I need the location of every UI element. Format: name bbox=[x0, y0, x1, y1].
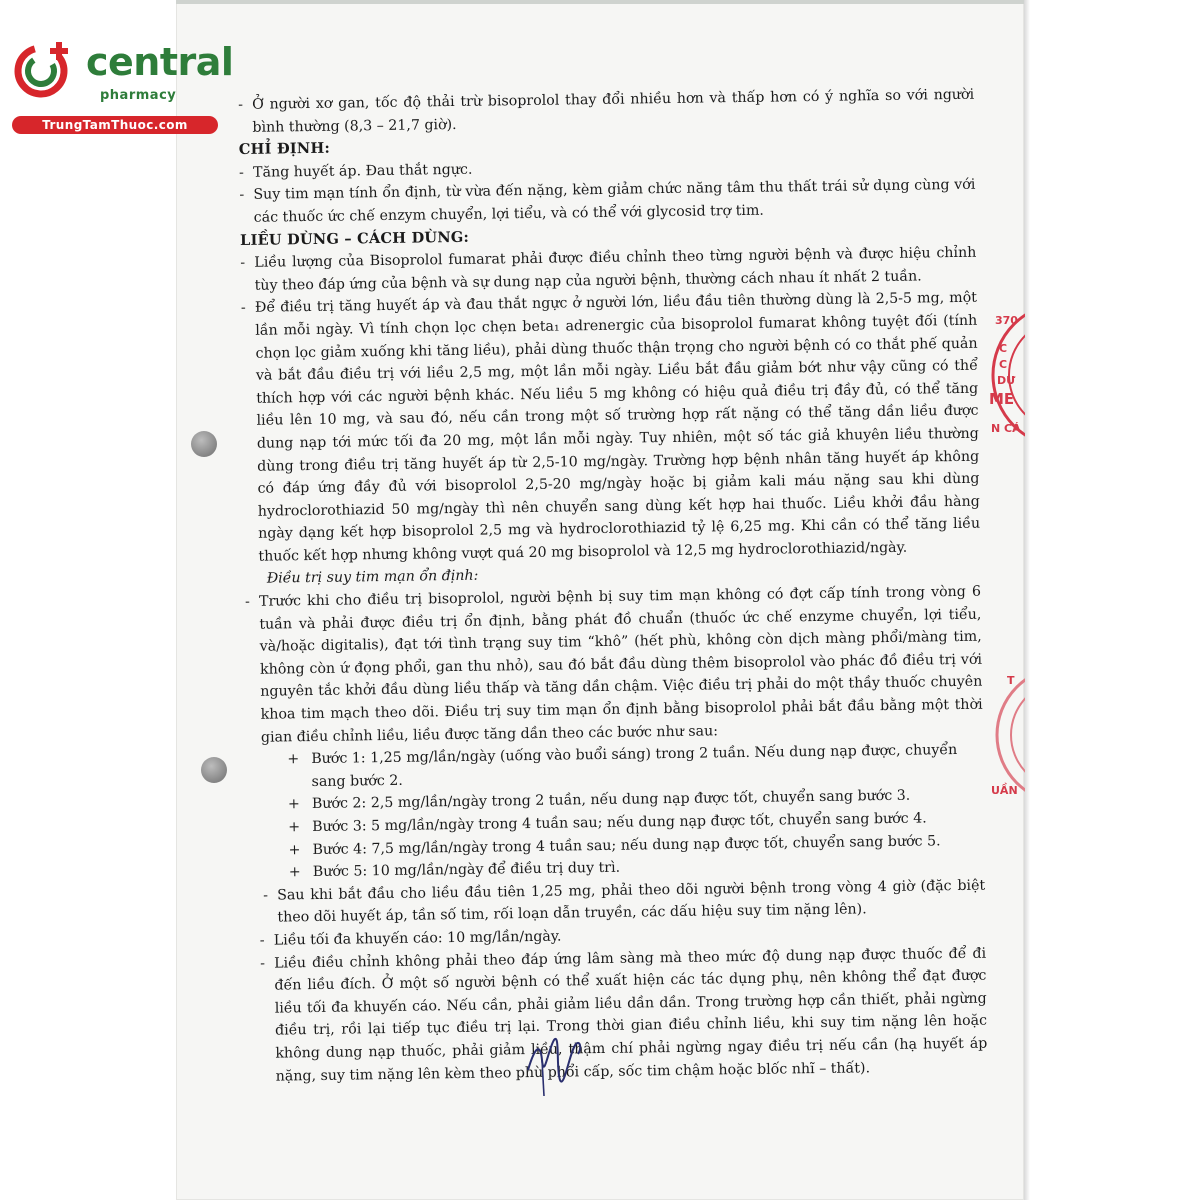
page-edge-shadow bbox=[1024, 0, 1030, 1200]
brand-name: central bbox=[86, 40, 234, 84]
dosage-2: Để điều trị tăng huyết áp và đau thắt ngực ở người lớn, liều đầu tiên thường dùng là 2,5-5 mg, một lần mỗi ngày. Vì tính chọn lọc chẹn beta₁ adrenergic của bisoprolol fumarat không tuyệt đối (tính chọn lọc giảm xuống khi tăng liều), phải dùng thuốc thận trọng cho người bệnh có co thắt phế quản và bắt đầu điều trị với liều 2,5 mg, một lần mỗi ngày. Liều bắt đầu giảm bớt như vậy cũng có thể thích hợp với các người bệnh khác. Nếu liều 5 mg không có hiệu quả điều trị đầy đủ, có thể tăng liều lên 10 mg, và sau đó, nếu cần trong một số trường hợp rất nặng có thể tăng dần liều được dung nạp tới mức tối đa 20 mg, một lần mỗi ngày. Tuy nhiên, một số tác giả khuyên liều thường dùng trong điều trị tăng huyết áp từ 2,5-10 mg/ngày. Trường hợp bệnh nhân tăng huyết áp không có đáp ứng đầy đủ với bisoprolol 2,5-20 mg/ngày hoặc bị giảm kali máu nặng sau khi dùng hydroclorothiazid 50 mg/ngày thì nên chuyển sang dùng kết hợp hai thuốc. Liều khởi đầu hàng ngày dạng kết hợp bisoprolol 2,5 mg và hydroclorothiazid tỷ lệ 6,25 mg. Khi cần có thể tăng liều thuốc kết hợp nhưng không vượt quá 20 mg bisoprolol và 12,5 mg hydroclorothiazid/ngày. bbox=[254, 290, 981, 565]
dosage-1: Liều lượng của Bisoprolol fumarat phải được điều chỉnh theo từng người bệnh và được hiệu chỉnh tùy theo đáp ứng của bệnh và sự dung nạp của người bệnh, thường cách nhau ít nhất 2 tuần. bbox=[254, 244, 977, 294]
step-text: Bước 2: 2,5 mg/lần/ngày trong 2 tuần, nếu dung nạp được tốt, chuyển sang bước 3. bbox=[311, 788, 911, 813]
dash-marker: - bbox=[244, 593, 251, 611]
heart-failure-4: Liều điều chỉnh không phải theo đáp ứng lâm sàng mà theo mức độ dung nạp được thuốc để đi đến liều đích. Ở một số người bệnh có thể xuất hiện các tác dụng phụ, nên không thể đạt được liều tối đa khuyến cáo. Nếu cần, phải giảm liều dần dần. Trong trường hợp cần thiết, phải ngừng điều trị, rồi lại tiếp tục điều trị lại. Trong thời gian điều chỉnh liều, khi suy tim nặng lên hoặc không dung nạp thuốc, phải giảm liều, thậm chí phải ngừng ngay điều trị nếu cần (hạ huyết áp nặng, suy tim nặng lên kèm theo phù phổi cấp, sốc tim chậm hoặc blốc nhĩ – thất). bbox=[274, 945, 988, 1085]
stamp-text: DƯ bbox=[997, 374, 1016, 387]
dash-marker: - bbox=[240, 255, 246, 272]
heading-indication: CHỈ ĐỊNH: bbox=[238, 139, 331, 159]
dash-marker: - bbox=[263, 887, 269, 904]
dash-marker: - bbox=[240, 300, 246, 317]
plus-marker: + bbox=[288, 841, 301, 858]
punch-hole bbox=[191, 431, 217, 457]
dash-marker: - bbox=[238, 164, 245, 181]
central-pharmacy-logo[interactable] bbox=[10, 36, 234, 136]
plus-marker: + bbox=[287, 751, 300, 768]
stamp-text: N CÁ bbox=[991, 422, 1021, 435]
red-stamp-top bbox=[985, 296, 1025, 454]
dash-marker: - bbox=[259, 932, 265, 949]
list-item bbox=[241, 287, 981, 568]
step-text: Bước 5: 10 mg/lần/ngày để điều trị duy trì. bbox=[312, 859, 621, 881]
indication-1: Tăng huyết áp. Đau thắt ngực. bbox=[252, 161, 473, 181]
stamp-text: C bbox=[999, 342, 1008, 355]
document-body bbox=[238, 84, 988, 1088]
stamp-text: 370 bbox=[995, 314, 1018, 327]
signature-icon bbox=[520, 1010, 600, 1100]
heart-failure-2: Sau khi bắt đầu cho liều đầu tiên 1,25 mg, phải theo dõi người bệnh trong vòng 4 giờ (đặc biệt theo dõi huyết áp, tần số tim, rối loạn dẫn truyền, các dấu hiệu suy tim nặng lên). bbox=[277, 877, 986, 926]
step-text: Bước 4: 7,5 mg/lần/ngày trong 4 tuần sau; nếu dung nạp được tốt, chuyển sang bước 5. bbox=[312, 832, 941, 858]
heart-failure-1: Trước khi cho điều trị bisoprolol, người bệnh bị suy tim mạn không có đợt cấp tính trong vòng 6 tuần và phải được điều trị ổn định, bằng phát đồ chuẩn (thuốc ức chế enzyme chuyển, lợi tiểu, và/hoặc digitalis), đạt tới tình trạng suy tim “khô” (hết phù, không còn dịch màng phổi/màng tim, không còn ứ đọng phổi, gan thu nhỏ), sau đó bắt đầu dùng thêm bisoprolol vào phác đồ điều trị với nguyên tắc khởi đầu dùng liều thấp và tăng dần chậm. Việc điều trị phải do một thầy thuốc chuyên khoa tim mạch theo dõi. Điều trị suy tim mạn ổn định bằng bisoprolol phải bắt đầu bằng một thời gian điều chỉnh liều, liều được tăng dần theo các bước như sau: bbox=[258, 583, 983, 746]
paragraph-cirrhosis: Ở người xơ gan, tốc độ thải trừ bisoprolol thay đổi nhiều hơn và thấp hơn có ý nghĩa so với người bình thường (8,3 – 21,7 giờ). bbox=[252, 86, 975, 136]
stamp-text: UẦN bbox=[991, 784, 1018, 797]
stamp-text: C bbox=[999, 358, 1008, 371]
stamp-text: T bbox=[1007, 674, 1015, 687]
stamp-text: ME bbox=[989, 390, 1015, 408]
dash-marker: - bbox=[238, 96, 244, 113]
indication-2: Suy tim mạn tính ổn định, từ vừa đến nặng, kèm giảm chức năng tâm thu thất trái sử dụng cùng với các thuốc ức chế enzym chuyển, lợi tiểu, và có thể với glycosid trợ tim. bbox=[253, 177, 976, 226]
list-item bbox=[260, 942, 988, 1088]
plus-marker: + bbox=[288, 819, 301, 836]
plus-marker: + bbox=[288, 864, 301, 881]
punch-hole bbox=[201, 757, 227, 783]
logo-mark-icon bbox=[12, 38, 74, 100]
list-item bbox=[245, 581, 983, 749]
brand-website[interactable]: TrungTamThuoc.com bbox=[12, 116, 218, 134]
subheading-heart-failure: Điều trị suy tim mạn ổn định: bbox=[266, 568, 479, 588]
dash-marker: - bbox=[260, 955, 266, 972]
step-text: Bước 3: 5 mg/lần/ngày trong 4 tuần sau; nếu dung nạp được tốt, chuyển sang bước 4. bbox=[312, 810, 927, 836]
plus-marker: + bbox=[287, 796, 300, 813]
heart-failure-3: Liều tối đa khuyến cáo: 10 mg/lần/ngày. bbox=[273, 928, 562, 949]
heading-dosage: LIỀU DÙNG – CÁCH DÙNG: bbox=[239, 228, 470, 249]
step-text: Bước 1: 1,25 mg/lần/ngày (uống vào buổi sáng) trong 2 tuần. Nếu dung nạp được, chuyển sang bước 2. bbox=[311, 742, 958, 790]
red-stamp-bottom bbox=[985, 660, 1025, 810]
dash-marker: - bbox=[239, 187, 245, 204]
page-top-edge bbox=[176, 0, 1024, 4]
brand-subtitle: pharmacy bbox=[100, 88, 177, 103]
